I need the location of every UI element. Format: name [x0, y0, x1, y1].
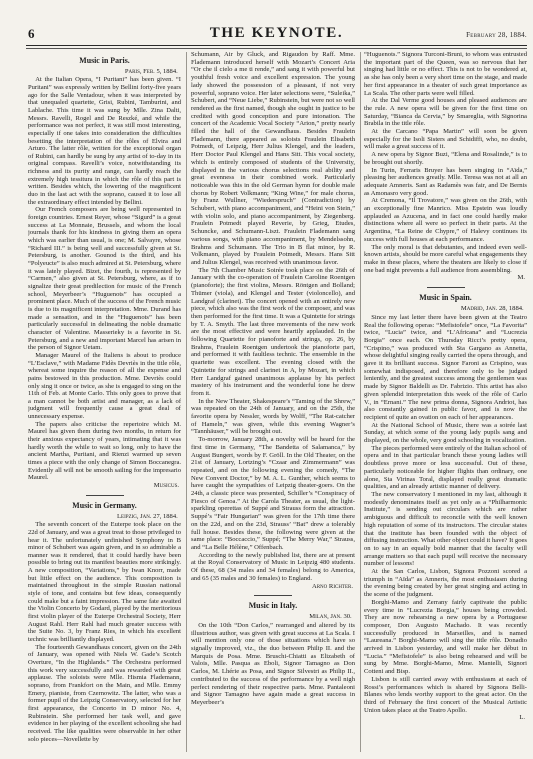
- paragraph: Borghi-Mamo and Zerrany fairly captivate the public every time in “Lucrezia Borgia,” houses being crowded. They are now rehearsing a new opera by a Portuguese composer, Don Augusto Machado. It was recently successfully produced in Marseilles, and is named “Laureana.” Borghi-Mamo will sing the title rôle. Donadio arrived in Lisbon yesterday, and will make her début in “Lucia.” “Mefistofele” is also being rehearsed and will be sung by Mme. Borghi-Mamo, Mme. Mantelli, Signori Cotteni and Bisp.: [364, 598, 527, 676]
- paragraph: At the Carcano “Papa Martin” will soon be given especially for the Isoli Sisters and Schidiffi, who, no doubt, will make a great success of it.: [364, 128, 527, 151]
- paragraph-continued: Schumann, Air by Gluck, and Rigaudon by Raff. Mme. Flademann introduced herself with Mozart’s Concert Aria “Or che il cielo a me ti rende,” and sang it with powerful but youthful fresh voice and excellent expression. The young lady showed the possession of a pleasant, if not very powerful, soprano voice. Her later selections were, “Suleika,” Schubert, and “Neue Liebe,” Rubinstein, but were not so well rendered as the first named, though she ought in justice to be credited with good conception and pure intonation. The concert of the Academic Vocal Society “Arion,” pretty nearly filled the hall of the Gewandhaus. Besides Fraulein Flademann, there appeared as soloists Fraulein Elisabeth Potmedt, of Leipzig, Herr Julius Klengel, and the leaders, Herr Doctor Paul Klengel and Hans Sitt. This vocal society, which is entirely composed of students of the University, displayed in the various chorus selections real ability and great evenness in their combined work. Particularly noticeable was this in the old German hymn for double male chorus by Robert Volkmann; “King Wine,” for male chorus, by Franz Wullner, “Wiederspruch” (Contradiction) by Schubert, with piano accompaniment, and “Heini von Stein,” with violin solo, and piano accompaniment, by Ziegenberg. Fraulein Potmedt played Reverie, by Grieg, Etudes, Schuncke, and Schumann-Liszt. Fraulein Flademann sang various songs, with piano accompaniment, by Mendelssohn, Brahms and Schumann. The Trio in B flat minor, by R. Volkmann, played by Fraulein Potmedt, Messrs. Hans Sitt and Julius Klengel, was received with unanimous favor.: [191, 51, 355, 266]
- paragraph-continued: “Huguenots.” Signora Turconi-Bruni, to whom was entrusted the important part of the Queen, was so nervous that her singing had little or no effect. This is not to be wondered at, as she has only been a very short time on the stage, and made her first appearance in a theater of such great importance as La Scala. The other parts were well filled.: [364, 51, 527, 97]
- article-heading-spain: Music in Spain.: [419, 293, 472, 303]
- paragraph: At the Dal Verme good houses and pleased audiences are the rule. A new opera will be given for the first time on Saturday, “Bianca da Cervia,” by Smareglia, with Signorina Brabila in the title rôle.: [364, 97, 527, 128]
- section-rule: [254, 595, 292, 596]
- masthead-title: THE KEYNOTE.: [209, 25, 344, 41]
- paragraph: Lisbon is still carried away with enthusiasm at each of Rossi’s performances which is shared by Signora Belli-Blanes who lends worthy support to the great actor. On the third of February the first concert of the Musical Artistic Union takes place at the Teatro Apollo.: [364, 675, 527, 714]
- signature-spain: L.: [519, 714, 526, 722]
- paragraph: At the National School of Music, there was a soirée last Sunday, at which some of the young lady pupils sang and displayed, on the whole, very good schooling in vocalization.: [364, 421, 527, 445]
- paragraph: Since my last letter there have been given at the Teatro Real the following operas: “Mefistofele” once, “La Favorita” twice, “Lucia” twice, and “L’Africana” and “Lucrezia Borgia” once each. On Thursday Ricci’s pretty opera, “Crispino,” was produced with Sta Gargano as Annetta, whose delightful singing really carried the opera through, and gave it its brilliant success. Signor Faroni as Crispino, was somewhat indisposed, and therefore only to be judged leniently, and the greatest success among the gentlemen was made by Signor Baldelli as Dr. Fabrizio. This artist has also given splendid interpretation this week of the rôle of Carlo V., in “Ernani.” The new prima donna, Signora Andriot, has also constantly gained in public favor, and is now the recipient of quite an ovation on each of her appearances.: [364, 313, 527, 421]
- paragraph: In the New Theater, Shakespeare’s “Taming of the Shrew,” was repeated on the 24th of January, and on the 25th, the favorite opera by Nessler, words by Wolff, “The Rat-catcher of Hameln,” was given, while this evening Wagner’s “Tannhäuser,” will be brought out.: [191, 397, 355, 436]
- paragraph: The 7th Chamber Music Soirée took place on the 26th of January with the co-operation of Fraulein Caroline Roentgen (pianoforte); the first violins, Messrs. Röntgen and Bolland; Thümer (viola), and Klengel and Tester (violoncello), and Landgraf (clarinet). The concert opened with an entirely new piece, which also was the first work of the composer, and was then performed for the first time. It was a Quintette for strings by T. A. Smyth. The last three movements of the new work are the most effective and were heartily applauded. In the following Quartette for pianoforte and strings, op. 26, by Brahms, Fraulein Roentgen undertook the pianoforte part, and performed it with faultless technic. The ensemble in the quartette was excellent. The evening closed with the Quintette for strings and clarinet in A, by Mozart, in which Herr Landgraf gained unanimous applause by his perfect mastery of his instrument and the wonderful tone he drew from it.: [191, 266, 355, 397]
- paragraph: The pieces performed were entirely of the Italian school of opera and in that particular branch these young ladies will doubtless prove more or less successful. Out of these, particularly noticeable for higher flights than ordinary, one alone, Sta Virinas Toral, displayed really great dramatic qualities, and an already artistic manner of delivery.: [364, 444, 527, 491]
- paragraph: The fourteenth Gewandhaus concert, given on the 24th of January, was opened with Niels W. Gade’s Scotch Overture, “In the Highlands.” The Orchestra performed this work very successfully and was rewarded with great applause. The soloists were Mlle. Hismia Flademann, soprano, from Frankfort on the Main, and Mlle. Emmy Emery, pianiste, from Czernowitz. The latter, who was a former pupil of the Leipzig Conservatory, selected for her first appearance, the Concerto in D minor No. 4, Rubinstein. She performed her task well, and gave evidence in her playing of the excellent schooling she had received. The like qualities were observable in her other solo pieces—Novellette by: [28, 643, 181, 743]
- paragraph: In Turin, Ferraris Bruyer has been singing in “Aïda,” pleasing her audiences greatly. Mlle. Teresa was not at all an adequate Amneris. Sani as Radamès was fair, and De Bernis as Amonasro very good.: [364, 166, 527, 197]
- signature-germany: Arno Richter.: [311, 582, 354, 590]
- column-1: [28, 51, 181, 753]
- signature-italy: M.: [517, 274, 526, 282]
- paragraph: Manager Maurel of the Italiens is about to produce “L’Esclave,” with Madame Fidès Devriès in the title rôle, whereat some inquire the reason of all the expense and pains bestowed in this production. Mme. Devriès could only sing it once or twice, as she is engaged to sing on the 11th of Feb. at Monte Carlo. This only goes to prove that a man cannot be both artist and manager, as a lack of judgment will frequently cause a great deal of unnecessary expense.: [28, 351, 181, 421]
- column-2: [191, 51, 355, 753]
- header-rule: [26, 45, 527, 49]
- dateline-spain: Madrid, Jan. 28, 1884.: [460, 305, 524, 313]
- masthead: [26, 25, 527, 43]
- paragraph: A new opera by Signor Buzi, “Elena and Rosalinde,” is to be brought out shortly.: [364, 151, 527, 166]
- paragraph: On the 10th “Don Carlos,” rearranged and altered by its illustrious author, was given with great success at La Scala. I will mention only one of those situations which have so signally improved, viz., the duo between Philip II. and the Marquis de Posa. Mme. Bruschi-Chiatti as Elizabeth of Valois, Mlle. Pasqua as Eboli, Signor Tamagno as Don Carlos, M. Lhérie as Posa, and Signor Silvestri as Philip II., contributed to the success of the performance by a well nigh perfect rendering of their respective parts. Mme. Pantaleoni and Signor Tamagno have again made a great success in Meyerbeer’s: [191, 621, 355, 706]
- column-3: [364, 51, 527, 753]
- signature-paris: Musicus.: [153, 482, 180, 490]
- section-rule: [86, 495, 124, 496]
- paragraph: According to the newly published list, there are at present at the Royal Conservatory of Music in Leipzig 480 students. Of these, 68 (34 males and 34 females) belong to America, and 65 (35 males and 30 females) to England.: [191, 551, 355, 582]
- paragraph: At the Italian Opera, “I Puritani” has been given. “I Puritani” was expressly written by Bellini forty-five years ago for the Salle Ventadour, when it was interpreted by that unequaled quartette, Grisi, Rubini, Tamburini, and Lablache. This time it was sung by Mlle. Zina Dalti, Messrs. Ravelli, Rogel and De Reszké, and while the performance was not perfect, it was still most interesting, especially if one takes into consideration the difficulties besetting the interpretation of the rôles of Elvira and Arturo. The latter rôle, written for the exceptional organ of Rubini, can hardly be sung by any artist of to-day in its original compass. Ravelli’s voice, notwithstanding its richness and its purity and range, can hardly reach the extremely high tessitura in which the rôle of this part is written. Besides which, the lowering of the magnificent duo in the last act with the soprano, caused it to lose all the extraordinary effect intended by Bellini.: [28, 76, 181, 206]
- column-divider-2: [360, 52, 361, 752]
- paragraph: The seventh concert of the Euterpe took place on the 22d of January, and was a great treat to those privileged to hear it. The unfortunately unfinished Symphony in B minor of Schubert was again given, and in so admirable a manner was it rendered, that it could hardly have been possible to bring out its manifest beauties more strikingly. A new composition, “Variations,” by Iwan Knorr, made but little effect on the audience. This composition is maintained throughout in the simple Russian national style of tone, and contains but few ideas, consequently could make but a faint impression. The same fate awaited the Violin Concerto by Godard, played by the meritorious first violin player of the Euterpe Orchestral Society, Herr August Rahl. Herr Rahl had much greater success with the Suite No. 3, by Franz Ries, in which his excellent technic was brilliantly displayed.: [28, 521, 181, 644]
- dateline-germany: Leipzig, Jan. 27, 1884.: [117, 512, 178, 520]
- paragraph: At Cremona, “Il Trovatore,” was given on the 26th, with an exceptionally fine Manrico. Miss Epstein was loudly applauded as Azucena, and in fact one could hardly make distinctions where all were so perfect in their parts. At the Argentina, “La Reine de Chypre,” of Halevy continues its success with full houses at each performance.: [364, 197, 527, 243]
- article-heading-paris: Music in Paris.: [79, 55, 130, 65]
- dateline-italy: Milan, Jan. 30.: [309, 613, 352, 621]
- paragraph: Our French composers are being well represented in foreign countries. Ernest Reyer, whose “Sigurd” is a great success at La Monnaie, Brussels, and whom the local journals thank for his kindness in giving them an opera which was earlier than usual, is one; M. Salvayre, whose “Richard III.” is being well and successfully given at St. Petersburg, is another. Gounod is the third, and his “Polyeucte” is also much admired at St. Petersburg, where it was lately played. Bizet, the fourth, is represented by “Carmen,” also given at St. Petersburg, where, as if to signalize their great predilection for music of the French school, Meyerbeer’s “Huguenots” has occupied a prominent place. Much of the success of the French music is due to its magnificent interpretation. Mme. Durand has made a sensation, and in the “Huguenots” has been particularly successful in delineating the noble dramatic character of Valentine. Masserieky is a favorite in St. Petersburg, and a new and important Marcel has arisen in the person of Signor Uetam.: [28, 206, 181, 352]
- paragraph: The papers also criticise the repertoire which M. Maurel has given them during two months, in return for their anxious expectancy of years, intimating that it was hardly worth the while to wait so long, only to have the ancient Martha, Puritani, and Rienzi warmed up seven times a piece with the only change of Simon Boccanegra. Evidently all will not be smooth sailing for the impresario Maurel.: [28, 420, 181, 482]
- issue-date: February 28, 1884.: [466, 31, 527, 39]
- column-divider-1: [186, 52, 187, 752]
- paragraph: The new conservatory I mentioned in my last, although it modestly denominates itself as yet only as a “Philharmonic Institute,” is sending out circulars which are rather ambiguous and difficult to reconcile with the well known high reputation of some of its instructors. The circular states that the institute has been founded with the object of diffusing instruction. What other object could it have? It goes on to say in an equally bold manner that the faculty will arrange matters so that each pupil will receive the necessary number of lessons!: [364, 491, 527, 568]
- page-number: 6: [28, 26, 35, 41]
- paragraph: The only moral is that debutantes, and indeed even well-known artists, should be more careful what engagements they make in these places, where the theaters are likely to close if one bad night prevents a full audience from assembling.: [364, 243, 527, 274]
- dateline-paris: Paris, Feb. 5, 1884.: [124, 67, 178, 75]
- paragraph: At the San Carlos, Lisbon, Signora Pozzoni scored a triumph in “Aïda” as Amneris, the most enthusiasm during the evening being created by her great singing and acting in the scene of the judgment.: [364, 568, 527, 599]
- article-heading-germany: Music in Germany.: [72, 500, 137, 510]
- section-rule: [427, 287, 465, 288]
- paragraph: To-morrow, January 28th, a novelty will be heard for the first time in Germany, “The Bandetta of Salamanca,” by August Bungert, words by F. Gröll. In the Old Theater, on the 21st of January, Lortzing’s “Czaar and Zimmermann” was repeated, and on the following evening the comedy, “The New Convent Doctor,” by M. A. L. Gunther, which seems to have caught the sympathies of Leipzig theater-goers. On the 24th, a classic piece was presented, Schiller’s “Conspiracy of Fiesco of Genoa.” At the Carola Theater, as usual, the light-sparkling operettas of Suppé and Strauss form the attraction. Suppé’s “Fair Hungarian” was given for the 17th time there on the 22d, and on the 23d, Strauss’ “Bat” drew a tolerably full house. Besides these, the following were given at the same place: “Boccaccio,” Suppé; “The Merry War,” Strauss, and “La Belle Hélène,” Offenbach.: [191, 436, 355, 551]
- article-heading-italy: Music in Italy.: [248, 601, 298, 611]
